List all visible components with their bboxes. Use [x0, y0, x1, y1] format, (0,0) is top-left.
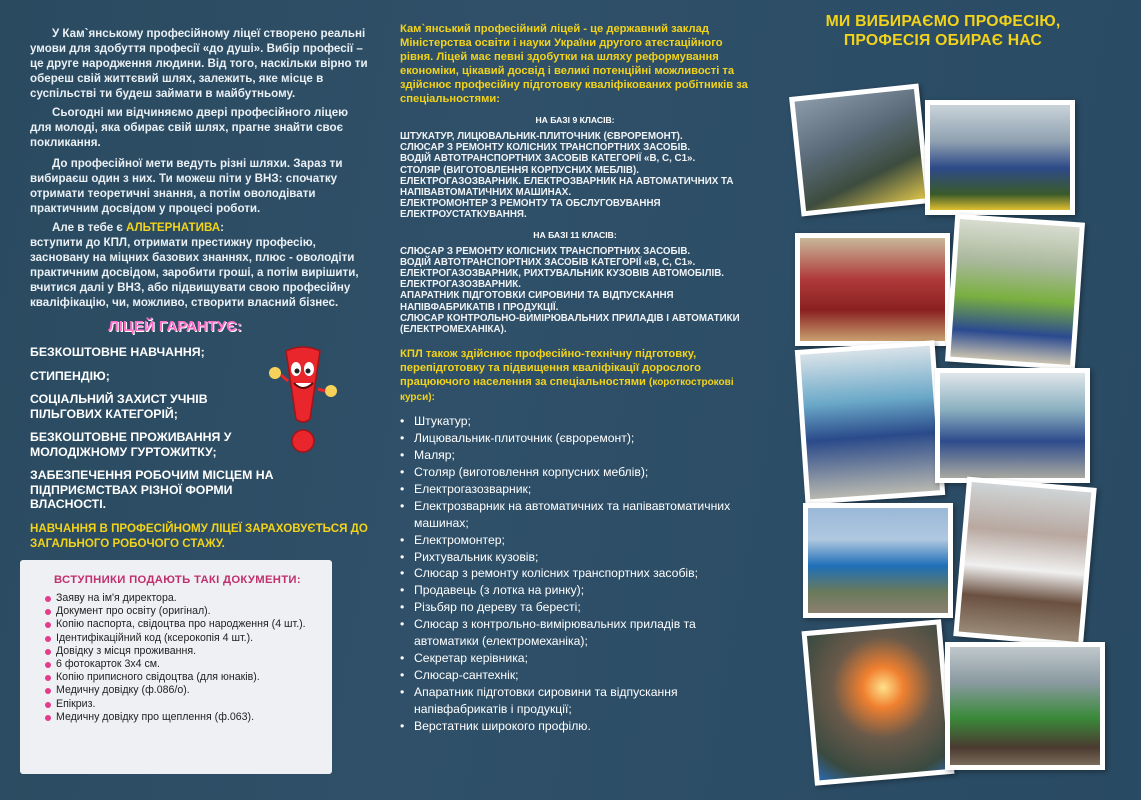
right-title-line: ПРОФЕСІЯ ОБИРАЄ НАС — [843, 32, 1043, 49]
document-item: Заяву на ім'я директора. — [46, 592, 332, 605]
course-item: • Різьбяр по дереву та бересті; — [400, 599, 750, 616]
documents-box — [20, 560, 332, 774]
photo-welders-group — [945, 642, 1105, 770]
guarantee-item: БЕЗКОШТОВНЕ НАВЧАННЯ; — [30, 345, 205, 359]
exclamation-mascot-icon — [268, 345, 338, 457]
base9-list — [400, 131, 750, 221]
course-item: • Лицювальник-плиточник (євроремонт); — [400, 430, 750, 447]
profession-item: ВОДІЙ АВТОТРАНСПОРТНИХ ЗАСОБІВ КАТЕГОРІЇ «В, С, С1». — [400, 153, 696, 165]
course-item: • Електрозварник на автоматичних та напівавтоматичних машинах; — [400, 498, 750, 532]
profession-item: СЛЮСАР З РЕМОНТУ КОЛІСНИХ ТРАНСПОРТНИХ ЗАСОБІВ. — [400, 245, 691, 257]
document-item: Епікриз. — [46, 698, 332, 711]
stage-note: НАВЧАННЯ В ПРОФЕСІЙНОМУ ЛІЦЕЇ ЗАРАХОВУЄТЬСЯ ДО ЗАГАЛЬНОГО РОБОЧОГО СТАЖУ. — [30, 521, 368, 550]
course-item: • Секретар керівника; — [400, 650, 750, 667]
left-column — [30, 26, 370, 551]
guarantee-item: СОЦІАЛЬНИЙ ЗАХИСТ УЧНІВ ПІЛЬГОВИХ КАТЕГОРІЙ; — [30, 392, 208, 421]
profession-item: СТОЛЯР (ВИГОТОВЛЕННЯ КОРПУСНИХ МЕБЛІВ). — [400, 164, 639, 176]
base11-title: НА БАЗІ 11 КЛАСІВ: — [533, 229, 617, 240]
document-item: Медичну довідку про щеплення (ф.063). — [46, 711, 332, 724]
photo-workshop-bench — [945, 214, 1085, 371]
base9-title: НА БАЗІ 9 КЛАСІВ: — [535, 115, 615, 125]
profession-item: СЛЮСАР КОНТРОЛЬНО-ВИМІРЮВАЛЬНИХ ПРИЛАДІВ І АВТОМАТИКИ (ЕЛЕКТРОМЕХАНІКА). — [400, 312, 740, 336]
profession-item: ЕЛЕКТРОГАЗОЗВАРНИК. ЕЛЕКТРОЗВАРНИК НА АВТОМАТИЧНИХ ТА НАПІВАВТОМАТИЧНИХ МАШИНАХ. — [400, 175, 734, 199]
course-item: • Верстатник широкого профілю. — [400, 718, 750, 735]
profession-item: ШТУКАТУР, ЛИЦЮВАЛЬНИК-ПЛИТОЧНИК (ЄВРОРЕМОНТ). — [400, 131, 683, 142]
document-item: Копію паспорта, свідоцтва про народження (4 шт.). — [46, 618, 332, 631]
courses-list — [400, 413, 750, 734]
middle-intro: Кам`янський професійний ліцей - це державний заклад Міністерства освіти і науки України другого атестаційного рівня. Ліцей має певні здобутки на шляху реформування економіки, цікавий досвід і великі потенційні можливості та здійснює професійну підготовку кваліфікованих робітників за спеціальностями: — [400, 23, 748, 105]
guarantee-list — [30, 345, 280, 512]
profession-item: СЛЮСАР З РЕМОНТУ КОЛІСНИХ ТРАНСПОРТНИХ ЗАСОБІВ. — [400, 142, 691, 154]
photo-welding-sparks — [802, 619, 955, 786]
guarantee-item: ЗАБЕЗПЕЧЕННЯ РОБОЧИМ МІСЦЕМ НА ПІДПРИЄМСТВАХ РІЗНОЇ ФОРМИ ВЛАСНОСТІ. — [30, 468, 274, 511]
base11-list — [400, 246, 750, 336]
guarantee-title: ЛІЦЕЙ ГАРАНТУЄ: — [108, 318, 242, 335]
course-item: • Електрогазозварник; — [400, 481, 750, 498]
alternative-word: АЛЬТЕРНАТИВА — [126, 221, 221, 234]
left-intro — [30, 26, 370, 310]
photo-students-group — [925, 100, 1075, 215]
right-title-line: МИ ВИБИРАЄМО ПРОФЕСІЮ, — [825, 13, 1061, 30]
course-item: • Столяр (виготовлення корпусних меблів); — [400, 464, 750, 481]
right-column — [778, 12, 1108, 50]
photo-machine-room — [935, 368, 1090, 483]
alternative-text: вступити до КПЛ, отримати престижну професію, засновану на міцних базових знаннях, плюс - оволодіти практичним досвідом, заробити гроші, а потім вирішити, вчитися далі у ВНЗ, або підвищувати свою професійну кваліфікацію, чи, можливо, створити власний бізнес. — [30, 236, 359, 309]
course-item: • Рихтувальник кузовів; — [400, 549, 750, 566]
adult-training-note: (короткострокові курси): — [400, 377, 734, 404]
document-item: 6 фотокарток 3х4 см. — [46, 658, 332, 671]
profession-item: ЕЛЕКТРОМОНТЕР З РЕМОНТУ ТА ОБСЛУГОВУВАННЯ ЕЛЕКТРОУСТАТКУВАННЯ. — [400, 198, 661, 221]
alternative-paragraph — [30, 220, 370, 235]
profession-item: ЕЛЕКТРОГАЗОЗВАРНИК. — [400, 279, 521, 291]
profession-item: АПАРАТНИК ПІДГОТОВКИ СИРОВИНИ ТА ВІДПУСКАННЯ НАПІВФАБРИКАТІВ І ПРОДУКЦІЇ. — [400, 290, 674, 313]
photo-workshop-welding — [789, 84, 931, 217]
guarantee-item: СТИПЕНДІЮ; — [30, 368, 110, 383]
photo-girl-workshop — [953, 477, 1096, 648]
profession-item: ЕЛЕКТРОГАЗОЗВАРНИК, РИХТУВАЛЬНИК КУЗОВІВ АВТОМОБІЛІВ. — [400, 268, 725, 280]
course-item: • Слюсар з ремонту колісних транспортних засобів; — [400, 565, 750, 582]
document-item: Медичну довідку (ф.086/о). — [46, 684, 332, 697]
photo-lathe-training — [795, 340, 945, 504]
middle-column — [400, 22, 750, 734]
intro-paragraph: У Кам`янському професійному ліцеї створено реальні умови для здобуття професії «до душі». Вибір професії – це друге народження людини. Від того, наскільки вірно ти обереш свій життєвий шлях, залежить, яке місце в суспільстві ти будеш займати в майбутньому. — [30, 27, 368, 100]
alternative-colon: : — [220, 221, 225, 234]
guarantee-item: БЕЗКОШТОВНЕ ПРОЖИВАННЯ У МОЛОДІЖНОМУ ГУРТОЖИТКУ; — [30, 430, 232, 459]
adult-training-text: КПЛ також здійснює професійно-технічну підготовку, перепідготовку та підвищення кваліфікації дорослого працюючого населення за спеціальностями — [400, 348, 701, 389]
course-item: • Слюсар з контрольно-вимірювальних приладів та автоматики (електромеханіка); — [400, 616, 750, 650]
adult-training — [400, 347, 750, 405]
right-title — [778, 12, 1108, 50]
document-item: Документ про освіту (оригінал). — [46, 605, 332, 618]
course-item: • Маляр; — [400, 447, 750, 464]
document-item: Ідентифікаційний код (ксерокопія 4 шт.). — [46, 632, 332, 645]
course-item: • Продавець (з лотка на ринку); — [400, 582, 750, 599]
document-item: Копію приписного свідоцтва (для юнаків). — [46, 671, 332, 684]
course-item: • Електромонтер; — [400, 532, 750, 549]
course-item: • Штукатур; — [400, 413, 750, 430]
alternative-prefix: Але в тебе є — [52, 221, 127, 234]
photo-class-uniforms — [795, 233, 950, 346]
course-item: • Слюсар-сантехнік; — [400, 667, 750, 684]
profession-item: ВОДІЙ АВТОТРАНСПОРТНИХ ЗАСОБІВ КАТЕГОРІЇ «В, С, С1». — [400, 256, 696, 268]
documents-list — [20, 592, 332, 724]
intro-paragraph: Сьогодні ми відчиняємо двері професійного ліцею для молоді, яка обирає свій шлях, прагне знайти своє покликання. — [30, 106, 349, 149]
photo-blue-truck — [803, 503, 953, 618]
course-item: • Апаратник підготовки сировини та відпускання напівфабрикатів і продукції; — [400, 684, 750, 718]
intro-paragraph: До професійної мети ведуть різні шляхи. Зараз ти вибираєш один з них. Ти можеш піти у ВНЗ: спочатку отримати теоретичні знання, а потім оволодівати практичним досвідом у процесі роботи. — [30, 157, 343, 215]
documents-title: ВСТУПНИКИ ПОДАЮТЬ ТАКІ ДОКУМЕНТИ: — [54, 574, 301, 586]
document-item: Довідку з місця проживання. — [46, 645, 332, 658]
